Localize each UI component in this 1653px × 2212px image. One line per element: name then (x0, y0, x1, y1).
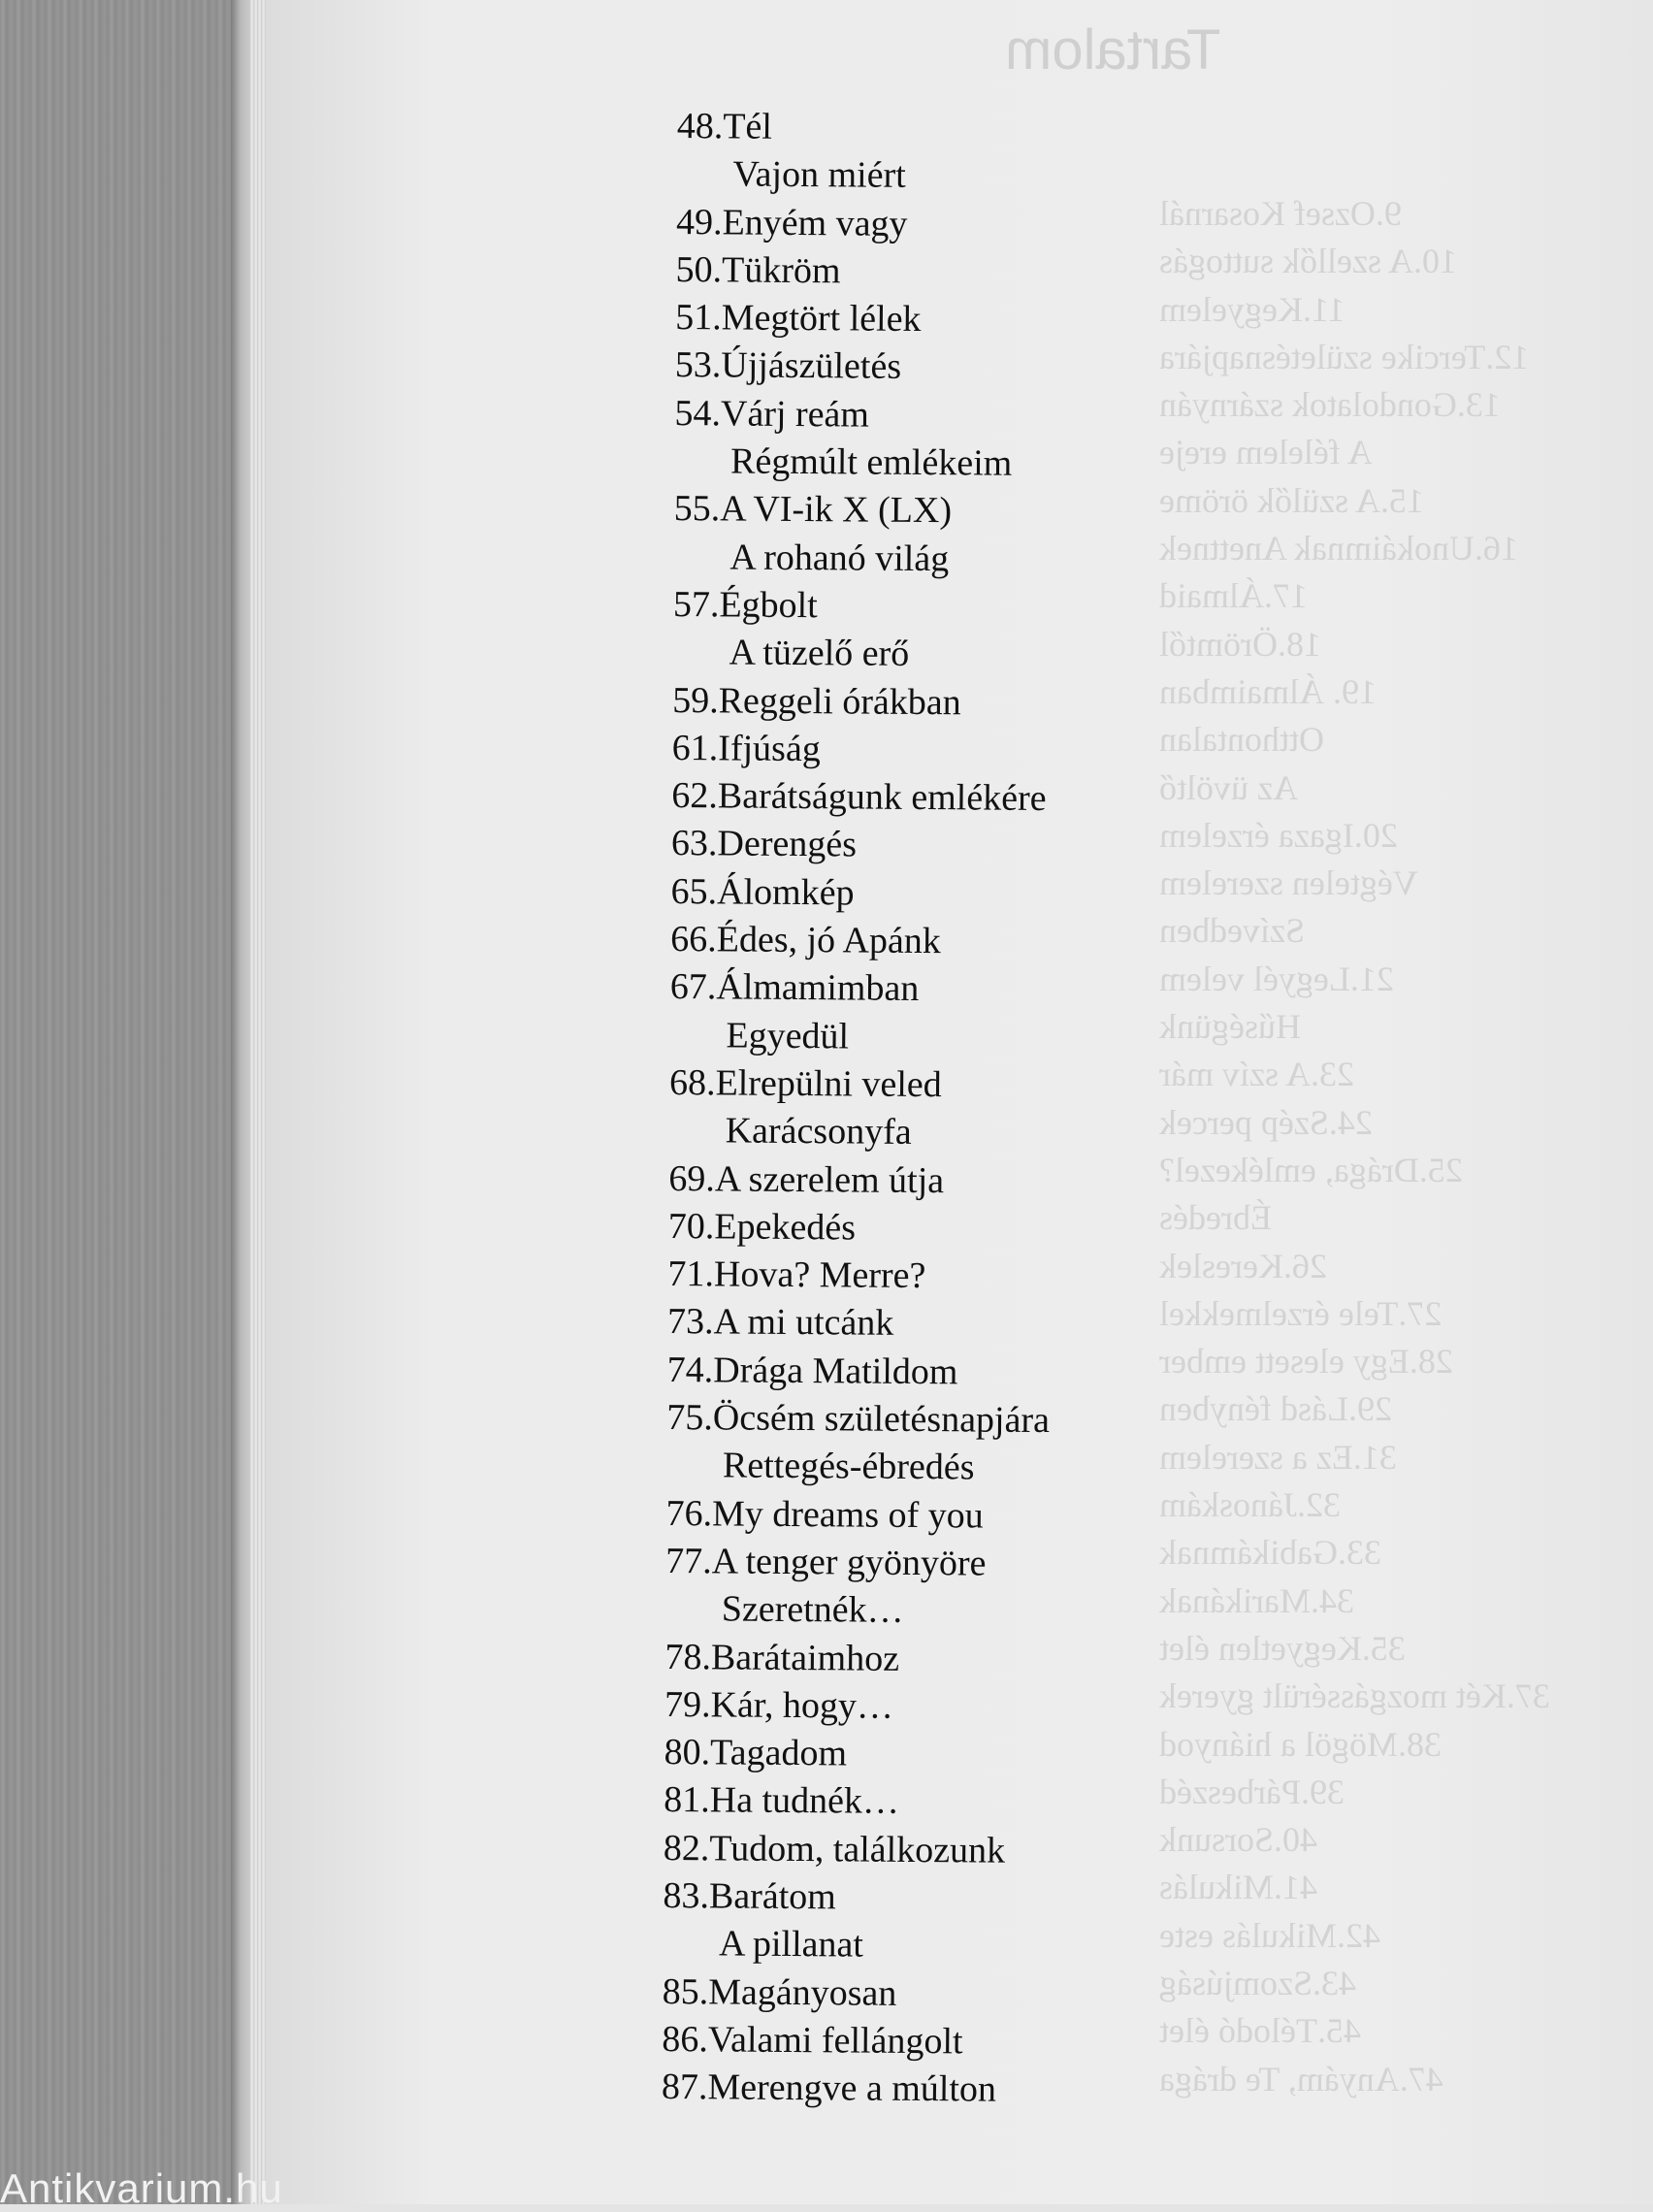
toc-title: A tenger gyönyöre (711, 1541, 987, 1584)
show-through-line: 27.Tele érzelmekkel (1159, 1293, 1442, 1333)
toc-page-number: 70. (667, 1205, 715, 1248)
toc-title: Egyedül (726, 1015, 850, 1057)
toc-entry (675, 294, 1218, 346)
toc-page-number: 83. (663, 1874, 710, 1917)
show-through-line: 18.Örömtől (1159, 624, 1321, 664)
toc-title: Merengve a múlton (707, 2066, 997, 2110)
toc-title: Tél (723, 106, 773, 147)
toc-page-number: 55. (673, 488, 721, 530)
show-through-line: 43.Szomjúság (1159, 1963, 1356, 2002)
table-of-contents (662, 103, 1220, 2116)
toc-entry (663, 1920, 1206, 1972)
toc-page-number: 48. (676, 105, 724, 147)
toc-title: Várj reám (720, 393, 870, 436)
watermark: Antikvarium.hu (0, 2165, 283, 2211)
toc-page-number: 53. (674, 344, 722, 386)
toc-page-number: 69. (668, 1157, 715, 1199)
toc-page-number: 66. (670, 919, 717, 960)
show-through-line: 29.Lásd fényben (1159, 1389, 1392, 1429)
show-through-line: Otthontalan (1159, 720, 1324, 760)
show-through-line: 34.Marikának (1159, 1580, 1354, 1620)
toc-entry (673, 581, 1216, 634)
toc-title: Barátságunk emlékére (717, 775, 1047, 820)
toc-entry (666, 1394, 1210, 1447)
toc-entry (670, 963, 1214, 1016)
toc-title: Újjászületés (721, 344, 902, 388)
toc-entry (675, 246, 1218, 299)
show-through-line: 15.A szülők öröme (1159, 480, 1424, 520)
toc-entry (662, 2016, 1205, 2068)
show-through-line: A félelem ereje (1159, 433, 1373, 472)
toc-title: Valami fellángolt (707, 2019, 963, 2063)
toc-title: A mi utcánk (713, 1301, 894, 1345)
toc-entry (672, 725, 1215, 777)
toc-entry (663, 1968, 1206, 2021)
show-through-line: 40.Sorsunk (1159, 1820, 1318, 1860)
toc-page-number: 67. (669, 966, 717, 1008)
toc-title: A rohanó világ (729, 537, 950, 579)
show-through-line: 23.A szív már (1159, 1055, 1354, 1094)
toc-page-number: 61. (671, 727, 719, 769)
toc-title: A szerelem útja (714, 1157, 945, 1201)
toc-entry (667, 1251, 1211, 1303)
toc-title: A VI-ik X (LX) (720, 488, 953, 532)
toc-title: Tagadom (709, 1732, 848, 1774)
toc-title: Ha tudnék… (709, 1779, 900, 1823)
show-through-line: 10.A szellők suttogás (1159, 242, 1457, 281)
toc-title: Megtört lélek (721, 297, 922, 341)
toc-entry (670, 916, 1214, 968)
toc-page-number: 76. (665, 1492, 713, 1534)
toc-title: Drága Matildom (713, 1350, 958, 1393)
toc-page-number: 75. (666, 1396, 714, 1439)
toc-entry (663, 1872, 1206, 1925)
toc-entry (664, 1681, 1208, 1734)
toc-entry (662, 2064, 1205, 2116)
toc-page-number: 71. (667, 1253, 715, 1295)
toc-entry (669, 1059, 1213, 1112)
toc-entry (672, 677, 1215, 730)
toc-entry (665, 1538, 1209, 1590)
toc-entry (668, 1155, 1212, 1207)
toc-page-number: 63. (670, 823, 718, 864)
toc-page-number: 51. (675, 297, 722, 339)
toc-entry (667, 1298, 1211, 1350)
show-through-list (1159, 190, 1625, 2103)
toc-page-number: 50. (675, 248, 723, 291)
show-through-line: 11.Kegyelem (1159, 289, 1345, 329)
toc-entry (669, 1012, 1213, 1064)
show-through-line: 33.Gabikámnak (1159, 1533, 1381, 1573)
show-through-line: 20.Igaza érzelem (1159, 815, 1398, 855)
toc-entry (666, 1442, 1210, 1494)
toc-title: Tükröm (721, 249, 841, 292)
show-through-line: Az üvöltő (1159, 767, 1298, 807)
toc-page-number: 77. (665, 1540, 712, 1582)
show-through-line: 39.Párbeszéd (1159, 1772, 1345, 1811)
toc-page-number: 68. (668, 1061, 716, 1104)
toc-page-number: 80. (664, 1732, 711, 1773)
toc-entry (664, 1729, 1207, 1781)
toc-title: Enyém vagy (722, 201, 908, 244)
toc-page-number: 78. (664, 1636, 712, 1677)
toc-title: Vajon miért (732, 153, 906, 197)
toc-entry (671, 820, 1215, 872)
show-through-line: 32.Jánoskám (1159, 1485, 1341, 1525)
toc-title: My dreams of you (711, 1492, 984, 1537)
toc-title: Tudom, találkozunk (709, 1828, 1006, 1871)
show-through-line: 17.Álmaid (1159, 576, 1308, 616)
toc-title: Édes, jó Apánk (716, 919, 942, 962)
toc-page-number: 59. (672, 679, 719, 721)
toc-entry (664, 1776, 1207, 1829)
show-through-line: 9.Ozsef Kosarnál (1159, 194, 1402, 233)
show-through-line: 41.Mikulás (1159, 1868, 1318, 1907)
toc-entry (674, 485, 1217, 537)
toc-title: Rettegés-ébredés (722, 1445, 975, 1488)
toc-title: Karácsonyfa (725, 1110, 912, 1154)
toc-title: A tüzelő erő (729, 632, 910, 675)
book-cover (0, 0, 244, 2204)
toc-page-number: 65. (670, 870, 718, 913)
toc-entry (677, 103, 1220, 155)
show-through-line: 38.Mögöl a hiányod (1159, 1724, 1442, 1764)
toc-page-number: 87. (661, 2066, 708, 2108)
toc-entry (673, 534, 1216, 586)
toc-title: Elrepülni veled (715, 1062, 942, 1106)
toc-title: Barátaimhoz (710, 1636, 900, 1679)
toc-entry (665, 1490, 1209, 1543)
show-through-line: 19. Álmaimban (1159, 671, 1377, 711)
show-through-line: 37.Két mozgássérült gyerek (1159, 1676, 1550, 1716)
toc-entry (670, 868, 1214, 921)
toc-page-number: 85. (662, 1970, 709, 2012)
show-through-line: 16.Unokáimnak Anettnek (1159, 529, 1518, 569)
page-edges (250, 0, 266, 2204)
toc-page-number: 74. (666, 1349, 714, 1391)
toc-title: Epekedés (714, 1206, 857, 1249)
show-through-line: Hűségünk (1159, 1007, 1301, 1047)
toc-page-number: 81. (664, 1779, 710, 1821)
show-through-line: 35.Kegyetlen élet (1159, 1628, 1406, 1668)
toc-page-number: 79. (664, 1683, 711, 1726)
show-through-line: 12.Tercike születésnapjára (1159, 337, 1530, 376)
show-through-line: 45.Télodó élet (1159, 2011, 1361, 2051)
toc-title: Barátom (708, 1875, 837, 1918)
toc-title: Reggeli órákban (718, 679, 961, 723)
show-through-line: 24.Szép percek (1159, 1102, 1373, 1142)
toc-title: Ifjúság (718, 728, 821, 770)
show-through-line: 26.Kereslek (1159, 1246, 1327, 1285)
toc-title: Öcsém születésnapjára (712, 1397, 1051, 1442)
toc-title: Égbolt (719, 584, 818, 627)
toc-entry (665, 1585, 1209, 1638)
show-through-line: Végtelen szerelem (1159, 863, 1418, 903)
toc-title: Magányosan (708, 1970, 897, 2014)
toc-entry (664, 1825, 1207, 1877)
toc-title: Régmúlt emlékeim (729, 440, 1013, 484)
toc-title: Hova? Merre? (713, 1253, 926, 1297)
toc-page-number: 86. (662, 2018, 708, 2061)
show-through-line: Ébredés (1159, 1198, 1272, 1238)
toc-entry (674, 390, 1217, 442)
toc-page-number: 62. (671, 775, 719, 817)
show-through-line: 31.Ez a szerelem (1159, 1437, 1397, 1477)
show-through-line: 47.Anyám, Te drága (1159, 2059, 1443, 2098)
toc-entry (676, 199, 1219, 251)
show-through-line: 28.Egy elesett ember (1159, 1342, 1453, 1382)
toc-page-number: 54. (674, 392, 722, 435)
toc-entry (672, 629, 1215, 681)
toc-page-number: 73. (666, 1301, 714, 1343)
show-through-line: 21.Legyél velem (1159, 959, 1394, 998)
toc-title: Szeretnék… (721, 1588, 904, 1632)
toc-page-number: 57. (672, 583, 720, 626)
toc-title: Álomkép (716, 871, 855, 914)
toc-title: Kár, hogy… (710, 1684, 894, 1727)
toc-entry (671, 772, 1215, 825)
toc-entry (675, 342, 1218, 394)
toc-title: Álmamimban (716, 966, 920, 1010)
toc-title: Derengés (717, 823, 858, 865)
toc-entry (668, 1107, 1212, 1159)
toc-title: A pillanat (718, 1923, 864, 1966)
toc-entry (664, 1633, 1208, 1685)
toc-entry (674, 438, 1217, 490)
show-through-title: Tartalom (1005, 18, 1221, 81)
toc-entry (667, 1347, 1211, 1399)
show-through-line: 42.Mikulás este (1159, 1915, 1380, 1955)
toc-entry (676, 150, 1219, 203)
show-through-line: Szívedben (1159, 911, 1305, 951)
cover-edge (231, 0, 252, 2204)
toc-page-number: 82. (663, 1827, 710, 1870)
toc-entry (668, 1203, 1212, 1255)
show-through-line: 13.Gondolatok szárnyán (1159, 385, 1501, 425)
toc-page-number: 49. (675, 201, 723, 243)
show-through-line: 25.Drága, emlékezel? (1159, 1150, 1463, 1189)
